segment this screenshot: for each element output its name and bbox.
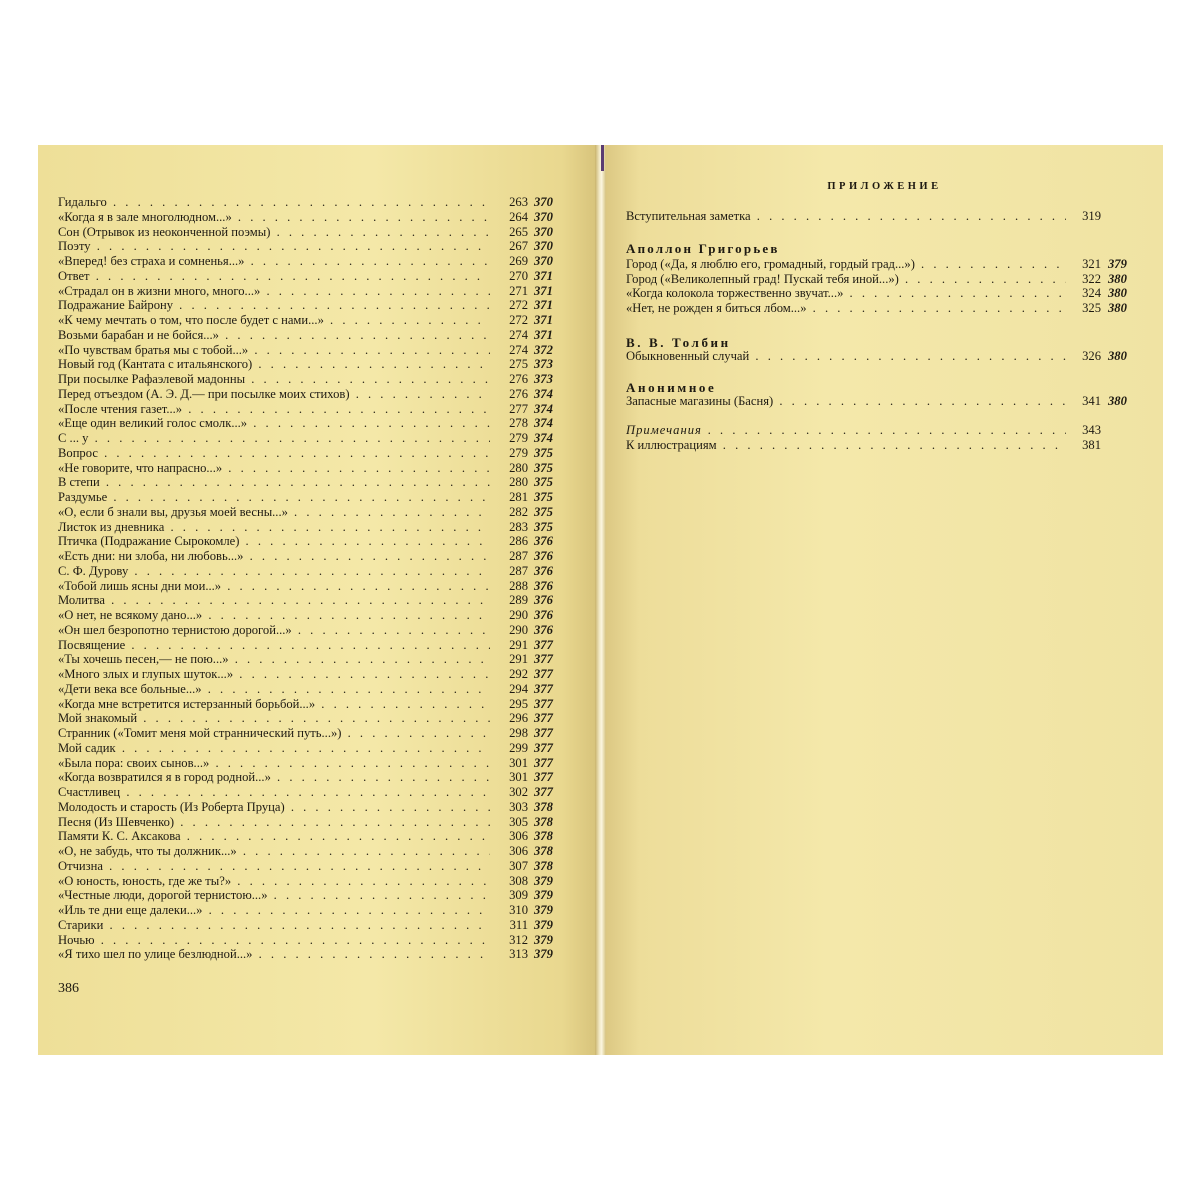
entry-page: 291 xyxy=(509,652,528,667)
bookmark-ribbon xyxy=(601,145,604,171)
entry-title: «Он шел безропотно тернистою дорогой...» . . . xyxy=(58,623,490,638)
author-heading-tolbin: В. В. Толбин xyxy=(626,335,731,350)
section-anonymous xyxy=(626,394,1141,409)
entry-page: 287 xyxy=(509,549,528,563)
entry-note-page: 375 xyxy=(534,519,553,534)
toc-entry xyxy=(58,638,570,653)
entry-note-page: 378 xyxy=(534,858,553,873)
entry-title: Запасные магазины (Басня) . . . xyxy=(626,394,1066,409)
toc-entry xyxy=(58,711,570,726)
entry-title: «Страдал он в жизни много, много...» . . . xyxy=(58,284,490,299)
right-page xyxy=(606,145,1163,1055)
toc-entry xyxy=(58,313,570,328)
entry-note-page: 377 xyxy=(534,770,553,785)
toc-entry xyxy=(58,800,570,815)
entry-note-page: 375 xyxy=(534,445,553,460)
toc-entry xyxy=(58,520,570,535)
entry-title: Песня (Из Шевченко) . . . xyxy=(58,815,490,830)
entry-page: 302 xyxy=(509,785,528,799)
entry-note-page: 375 xyxy=(534,475,553,490)
entry-note-page: 377 xyxy=(534,755,553,770)
entry-title: Мой садик . . . xyxy=(58,741,490,756)
toc-entry xyxy=(58,431,570,446)
entry-title: «Дети века все больные...» . . . xyxy=(58,682,490,697)
entry-title: «Была пора: своих сынов...» . . . xyxy=(58,756,490,771)
entry-page: 281 xyxy=(509,490,528,504)
entry-note-page: 374 xyxy=(534,386,553,401)
entry-title: «Когда мне встретится истерзанный борьбой...» . . . xyxy=(58,697,490,712)
entry-page: 295 xyxy=(509,696,528,711)
entry-page: 280 xyxy=(509,460,528,475)
entry-page: 292 xyxy=(509,667,528,681)
entry-title: Перед отъездом (А. Э. Д.— при посылке моих стихов) . . . xyxy=(58,387,490,402)
entry-note-page: 379 xyxy=(534,873,553,888)
toc-entry xyxy=(58,815,570,830)
entry-page: 283 xyxy=(509,519,528,534)
entry-page: 264 xyxy=(509,209,528,224)
entry-title: Город («Великолепный град! Пускай тебя иной...») . . . xyxy=(626,272,1066,287)
entry-page: 270 xyxy=(509,268,528,283)
entry-page: 296 xyxy=(509,711,528,726)
entry-note-page: 370 xyxy=(534,239,553,254)
entry-page: 282 xyxy=(509,504,528,519)
entry-title: «Нет, не рожден я биться лбом...» . . . xyxy=(626,301,1066,316)
entry-title: Птичка (Подражание Сырокомле) . . . xyxy=(58,534,490,549)
intro-entry xyxy=(626,209,1141,224)
toc-entry xyxy=(58,225,570,240)
toc-entry xyxy=(58,269,570,284)
section-tolbin xyxy=(626,349,1141,364)
toc-entry xyxy=(58,357,570,372)
entry-note-page: 374 xyxy=(534,401,553,416)
toc-entry xyxy=(58,918,570,933)
toc-entry xyxy=(58,741,570,756)
toc-entry xyxy=(58,402,570,417)
entry-title: «Много злых и глупых шуток...» . . . xyxy=(58,667,490,682)
toc-entry xyxy=(58,697,570,712)
toc-entry xyxy=(58,446,570,461)
entry-title: Памяти К. С. Аксакова . . . xyxy=(58,829,490,844)
entry-page: 289 xyxy=(509,593,528,608)
entry-page: 267 xyxy=(509,239,528,254)
toc-entry xyxy=(58,564,570,579)
entry-page: 279 xyxy=(509,431,528,445)
entry-page: 286 xyxy=(509,534,528,549)
entry-page: 322 xyxy=(1082,271,1101,286)
entry-page: 291 xyxy=(509,637,528,652)
entry-title: Мой знакомый . . . xyxy=(58,711,490,726)
entry-title: «Не говорите, что напрасно...» . . . xyxy=(58,461,490,476)
toc-entry xyxy=(626,394,1141,409)
toc-entry xyxy=(58,195,570,210)
entry-title: Странник («Томит меня мой страннический путь...») . . . xyxy=(58,726,490,741)
entry-page: 301 xyxy=(509,755,528,770)
toc-entry xyxy=(58,903,570,918)
toc-entry xyxy=(58,770,570,785)
entry-title: Молитва . . . xyxy=(58,593,490,608)
entry-page: 263 xyxy=(509,195,528,209)
toc-entry xyxy=(58,239,570,254)
toc-entry xyxy=(58,608,570,623)
entry-note-page: 378 xyxy=(534,814,553,829)
toc-entry xyxy=(58,652,570,667)
entry-title: «Есть дни: ни злоба, ни любовь...» . . . xyxy=(58,549,490,564)
toc-entry xyxy=(58,933,570,948)
entry-page: 276 xyxy=(509,372,528,386)
entry-note-page: 377 xyxy=(534,652,553,667)
toc-entry xyxy=(58,475,570,490)
toc-entry xyxy=(58,682,570,697)
entry-page: 326 xyxy=(1082,349,1101,363)
entry-page: 301 xyxy=(509,770,528,785)
entry-title: «О, если б знали вы, друзья моей весны...» . . . xyxy=(58,505,490,520)
toc-entry xyxy=(58,328,570,343)
closing-entries xyxy=(626,423,1141,452)
left-page xyxy=(38,145,595,1055)
entry-note-page: 380 xyxy=(1108,271,1127,286)
entry-note-page: 376 xyxy=(534,534,553,549)
entry-note-page: 378 xyxy=(534,799,553,814)
entry-note-page: 370 xyxy=(534,209,553,224)
toc-entry xyxy=(58,549,570,564)
entry-note-page: 378 xyxy=(534,829,553,844)
entry-title: Счастливец . . . xyxy=(58,785,490,800)
toc-entry xyxy=(58,490,570,505)
entry-title: Поэту . . . xyxy=(58,239,490,254)
toc-entry xyxy=(58,461,570,476)
entry-title: Ответ . . . xyxy=(58,269,490,284)
entry-note-page: 379 xyxy=(534,903,553,917)
entry-page: 343 xyxy=(1082,423,1101,437)
entry-page: 321 xyxy=(1082,257,1101,271)
entry-title: Город («Да, я люблю его, громадный, гордый град...») . . . xyxy=(626,257,1066,272)
page-number: 386 xyxy=(58,981,79,996)
entry-page: 309 xyxy=(509,888,528,903)
entry-note-page: 377 xyxy=(534,726,553,740)
toc-entry xyxy=(626,286,1141,301)
entry-title: «По чувствам братья мы с тобой...» . . . xyxy=(58,343,490,358)
entry-note-page: 376 xyxy=(534,549,553,563)
entry-title: Молодость и старость (Из Роберта Пруца) . . . xyxy=(58,800,490,815)
entry-note-page: 375 xyxy=(534,460,553,475)
entry-page: 274 xyxy=(509,342,528,357)
entry-title: «Когда я в зале многолюдном...» . . . xyxy=(58,210,490,225)
entry-title: Вопрос . . . xyxy=(58,446,490,461)
entry-title: «Честные люди, дорогой тернистою...» . . . xyxy=(58,888,490,903)
entry-page: 313 xyxy=(509,947,528,962)
entry-page: 272 xyxy=(509,313,528,327)
entry-note-page: 370 xyxy=(534,195,553,209)
entry-page: 298 xyxy=(509,726,528,740)
entry-title: «После чтения газет...» . . . xyxy=(58,402,490,417)
entry-note-page: 380 xyxy=(1108,300,1127,315)
entry-page: 312 xyxy=(509,932,528,947)
toc-entry xyxy=(58,726,570,741)
entry-note-page: 377 xyxy=(534,711,553,726)
toc-entry xyxy=(58,874,570,889)
toc-entry xyxy=(58,534,570,549)
entry-title: Раздумье . . . xyxy=(58,490,490,505)
entry-title: Листок из дневника . . . xyxy=(58,520,490,535)
entry-page: 310 xyxy=(509,903,528,917)
entry-title: «Вперед! без страха и сомненья...» . . . xyxy=(58,254,490,269)
entry-title: «Я тихо шел по улице безлюдной...» . . . xyxy=(58,947,490,962)
toc-entry xyxy=(626,257,1141,272)
entry-note-page: 370 xyxy=(534,224,553,239)
entry-title: «Тобой лишь ясны дни мои...» . . . xyxy=(58,579,490,594)
toc-entry xyxy=(58,343,570,358)
entry-title: «Ты хочешь песен,— не пою...» . . . xyxy=(58,652,490,667)
entry-page: 272 xyxy=(509,298,528,313)
entry-note-page: 374 xyxy=(534,431,553,445)
toc-entry xyxy=(58,593,570,608)
entry-page: 305 xyxy=(509,814,528,829)
contents-list-left xyxy=(58,195,570,962)
toc-entry xyxy=(626,349,1141,364)
toc-entry xyxy=(58,829,570,844)
toc-entry xyxy=(58,756,570,771)
entry-title: Подражание Байрону . . . xyxy=(58,298,490,313)
appendix-heading: ПРИЛОЖЕНИЕ xyxy=(827,181,942,192)
entry-page: 308 xyxy=(509,873,528,888)
entry-note-page: 371 xyxy=(534,283,553,298)
entry-page: 269 xyxy=(509,254,528,268)
entry-title: В степи . . . xyxy=(58,475,490,490)
entry-page: 279 xyxy=(509,445,528,460)
section-grigoriev xyxy=(626,257,1141,315)
entry-note-page: 376 xyxy=(534,608,553,622)
entry-note-page: 374 xyxy=(534,416,553,431)
entry-title: «О нет, не всякому дано...» . . . xyxy=(58,608,490,623)
entry-page: 287 xyxy=(509,563,528,578)
entry-note-page: 371 xyxy=(534,298,553,313)
entry-page: 306 xyxy=(509,829,528,844)
entry-note-page: 375 xyxy=(534,490,553,504)
toc-entry xyxy=(58,785,570,800)
toc-entry xyxy=(58,859,570,874)
entry-note-page: 371 xyxy=(534,313,553,327)
entry-note-page: 376 xyxy=(534,578,553,593)
entry-note-page: 377 xyxy=(534,637,553,652)
author-heading-anonymous: Анонимное xyxy=(626,380,717,395)
entry-note-page: 379 xyxy=(534,917,553,932)
entry-title: С. Ф. Дурову . . . xyxy=(58,564,490,579)
toc-entry xyxy=(58,387,570,402)
entry-page: 303 xyxy=(509,799,528,814)
entry-note-page: 375 xyxy=(534,504,553,519)
entry-page: 271 xyxy=(509,283,528,298)
entry-page: 325 xyxy=(1082,300,1101,315)
entry-note-page: 377 xyxy=(534,667,553,681)
entry-page: 307 xyxy=(509,858,528,873)
toc-entry xyxy=(58,667,570,682)
entry-page: 306 xyxy=(509,844,528,858)
entry-page: 299 xyxy=(509,740,528,755)
toc-entry xyxy=(626,423,1141,438)
entry-note-page: 379 xyxy=(1108,257,1127,271)
toc-entry xyxy=(58,416,570,431)
entry-title: С ... у . . . xyxy=(58,431,490,446)
entry-page: 288 xyxy=(509,578,528,593)
entry-page: 265 xyxy=(509,224,528,239)
entry-page: 274 xyxy=(509,327,528,342)
entry-note-page: 377 xyxy=(534,696,553,711)
toc-entry xyxy=(58,505,570,520)
toc-entry xyxy=(626,301,1141,316)
entry-note-page: 372 xyxy=(534,342,553,357)
entry-note-page: 377 xyxy=(534,740,553,755)
entry-note-page: 377 xyxy=(534,785,553,799)
book-gutter xyxy=(595,145,606,1055)
entry-page: 290 xyxy=(509,608,528,622)
entry-title: Отчизна . . . xyxy=(58,859,490,874)
entry-note-page: 376 xyxy=(534,593,553,608)
entry-note-page: 373 xyxy=(534,357,553,372)
entry-title: Обыкновенный случай . . . xyxy=(626,349,1066,364)
toc-entry xyxy=(58,284,570,299)
entry-note-page: 377 xyxy=(534,681,553,696)
entry-note-page: 376 xyxy=(534,563,553,578)
toc-entry xyxy=(58,844,570,859)
toc-entry xyxy=(58,888,570,903)
entry-note-page: 380 xyxy=(1108,286,1127,300)
author-heading-grigoriev: Аполлон Григорьев xyxy=(626,241,780,256)
entry-title: Вступительная заметка . . . xyxy=(626,209,1066,224)
entry-page: 341 xyxy=(1082,394,1101,408)
entry-note-page: 371 xyxy=(534,268,553,283)
book-spread xyxy=(38,145,1163,1055)
entry-page: 278 xyxy=(509,416,528,431)
entry-page: 294 xyxy=(509,681,528,696)
toc-entry xyxy=(58,254,570,269)
entry-page: 381 xyxy=(1082,437,1101,452)
entry-title: «Еще один великий голос смолк...» . . . xyxy=(58,416,490,431)
entry-note-page: 370 xyxy=(534,254,553,268)
entry-page: 319 xyxy=(1082,209,1101,223)
entry-page: 277 xyxy=(509,401,528,416)
toc-entry xyxy=(58,623,570,638)
entry-page: 290 xyxy=(509,622,528,637)
entry-title: Посвящение . . . xyxy=(58,638,490,653)
toc-entry xyxy=(58,298,570,313)
entry-title: «К чему мечтать о том, что после будет с нами...» . . . xyxy=(58,313,490,328)
entry-page: 311 xyxy=(509,917,528,932)
entry-note-page: 379 xyxy=(534,888,553,903)
toc-entry xyxy=(626,438,1141,453)
entry-note-page: 380 xyxy=(1108,349,1127,363)
toc-entry xyxy=(58,947,570,962)
entry-note-page: 376 xyxy=(534,622,553,637)
entry-note-page: 379 xyxy=(534,932,553,947)
entry-title: Гидальго . . . xyxy=(58,195,490,210)
entry-note-page: 379 xyxy=(534,947,553,962)
entry-title: «О юность, юность, где же ты?» . . . xyxy=(58,874,490,889)
entry-page: 276 xyxy=(509,386,528,401)
entry-title: «О, не забудь, что ты должник...» . . . xyxy=(58,844,490,859)
entry-note-page: 378 xyxy=(534,844,553,858)
toc-entry xyxy=(58,210,570,225)
entry-title: Ночью . . . xyxy=(58,933,490,948)
toc-entry xyxy=(58,372,570,387)
entry-note-page: 380 xyxy=(1108,394,1127,408)
entry-page: 280 xyxy=(509,475,528,490)
entry-title: «Когда возвратился я в город родной...» . . . xyxy=(58,770,490,785)
toc-entry xyxy=(626,209,1141,224)
entry-page: 324 xyxy=(1082,286,1101,300)
entry-title: Возьми барабан и не бойся...» . . . xyxy=(58,328,490,343)
entry-title: «Иль те дни еще далеки...» . . . xyxy=(58,903,490,918)
entry-title: Сон (Отрывок из неоконченной поэмы) . . . xyxy=(58,225,490,240)
entry-title: К иллюстрациям . . . xyxy=(626,438,1066,453)
entry-title: Старики . . . xyxy=(58,918,490,933)
entry-page: 275 xyxy=(509,357,528,372)
toc-entry xyxy=(58,579,570,594)
entry-note-page: 371 xyxy=(534,327,553,342)
entry-title: При посылке Рафаэлевой мадонны . . . xyxy=(58,372,490,387)
entry-title: Новый год (Кантата с итальянского) . . . xyxy=(58,357,490,372)
entry-title: «Когда колокола торжественно звучат...» . . . xyxy=(626,286,1066,301)
entry-note-page: 373 xyxy=(534,372,553,386)
entry-title: Примечания . . . xyxy=(626,423,1066,438)
toc-entry xyxy=(626,272,1141,287)
